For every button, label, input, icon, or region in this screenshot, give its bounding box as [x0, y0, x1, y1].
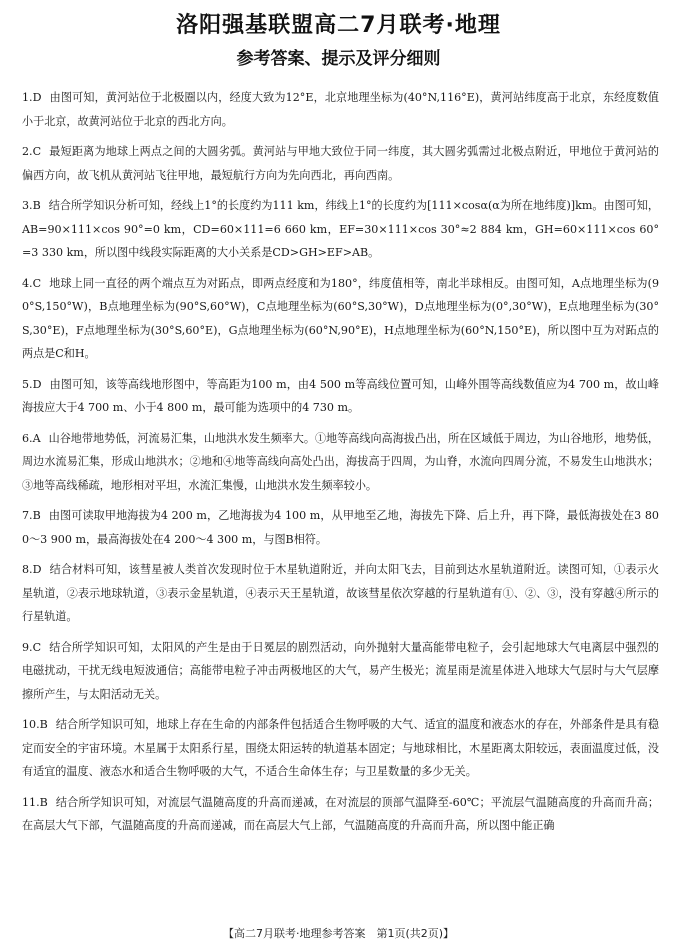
- answer-number: 1.D: [22, 91, 42, 104]
- page-title: 洛阳强基联盟高二7月联考·地理: [176, 13, 501, 38]
- answer-item-2: [22, 140, 659, 187]
- answer-explanation: 结合所学知识分析可知，经线上1°的长度约为111 km，纬线上1°的长度约为[111×cosα(α为所在地纬度)]km。由图可知，AB=90×111×cos 90°=0 km，CD=60×111=6 660 km，EF=30×111×cos 30°≈2 884 km，GH=60×111×cos 60°=3 330 km，所以图中线段实际距离的大小关系是CD>GH>EF>AB。: [22, 199, 659, 259]
- answer-explanation: 结合所学知识可知，太阳风的产生是由于日冕层的剧烈活动，向外抛射大量高能带电粒子，会引起地球大气电离层中强烈的电磁扰动，干扰无线电短波通信；高能带电粒子冲击两极地区的大气，易产生极光；流星雨是流星体进入地球大气层时与大气层摩擦所产生，与太阳活动无关。: [22, 640, 659, 701]
- answer-number: 6.A: [22, 431, 41, 445]
- answer-item-4: [22, 272, 659, 366]
- answer-explanation: 由图可知，该等高线地形图中，等高距为100 m，由4 500 m等高线位置可知，山峰外围等高线数值应为4 700 m，故山峰海拔应大于4 700 m、小于4 800 m，最可能为选项中的4 730 m。: [22, 377, 659, 414]
- answer-explanation: 地球上同一直径的两个端点互为对跖点，即两点经度和为180°，纬度值相等，南北半球相反。由图可知，A点地理坐标为(90°S,150°W)，B点地理坐标为(90°S,60°W)，C点地理坐标为(60°S,30°W)，D点地理坐标为(0°,30°W)，E点地理坐标为(30°S,30°E)，F点地理坐标为(30°S,60°E)，G点地理坐标为(60°N,90°E)，H点地理坐标为(60°N,150°E)，所以图中互为对跖点的两点是C和H。: [22, 276, 659, 360]
- answer-number: 10.B: [22, 718, 48, 731]
- page-footer: 【高二7月联考·地理参考答案 第1页(共2页)】: [222, 927, 455, 940]
- answer-item-8: [22, 558, 659, 629]
- answer-item-10: [22, 713, 659, 784]
- answer-number: 5.D: [22, 377, 42, 391]
- answer-item-1: [22, 86, 659, 133]
- answer-number: 3.B: [22, 199, 41, 212]
- answer-number: 2.C: [22, 145, 42, 158]
- answer-list: [22, 86, 659, 845]
- answer-item-7: [22, 504, 659, 551]
- answer-explanation: 最短距离为地球上两点之间的大圆劣弧。黄河站与甲地大致位于同一纬度，其大圆劣弧需过北极点附近，甲地位于黄河站的偏西方向，故飞机从黄河站飞往甲地，最短航行方向为先向西北，再向西南。: [22, 145, 659, 182]
- answer-item-5: [22, 373, 659, 420]
- answer-item-3: [22, 194, 659, 265]
- answer-number: 7.B: [22, 509, 41, 522]
- answer-number: 8.D: [22, 563, 42, 576]
- answer-explanation: 山谷地带地势低，河流易汇集，山地洪水发生频率大。①地等高线向高海拔凸出，所在区域低于周边，为山谷地形，地势低，周边水流易汇集，形成山地洪水；②地和④地等高线向高处凸出，海拔高于四周，为山脊，水流向四周分流，不易发生山地洪水；③地等高线稀疏，地形相对平坦，水流汇集慢，山地洪水发生频率较小。: [22, 431, 659, 492]
- answer-item-9: [22, 636, 659, 707]
- answer-explanation: 结合材料可知，该彗星被人类首次发现时位于木星轨道附近，并向太阳飞去，目前到达水星轨道附近。读图可知，①表示火星轨道，②表示地球轨道，③表示金星轨道，④表示天王星轨道，故该彗星依次穿越的行星轨道有①、②、③，没有穿越④所示的行星轨道。: [22, 563, 659, 623]
- page-subtitle: 参考答案、提示及评分细则: [236, 49, 441, 69]
- answer-item-6: [22, 427, 659, 498]
- answer-explanation: 由图可知，黄河站位于北极圈以内，经度大致为12°E，北京地理坐标为(40°N,116°E)，黄河站纬度高于北京，东经度数值小于北京，故黄河站位于北京的西北方向。: [22, 91, 659, 128]
- answer-number: 4.C: [22, 276, 42, 290]
- answer-number: 11.B: [22, 795, 48, 809]
- answer-explanation: 结合所学知识可知，地球上存在生命的内部条件包括适合生物呼吸的大气、适宜的温度和液态水的存在，外部条件是具有稳定而安全的宇宙环境。木星属于太阳系行星，围绕太阳运转的轨道基本固定；与地球相比，木星距离太阳较远，表面温度过低，没有适宜的温度、液态水和适合生物呼吸的大气，不适合生命体生存；与卫星数量的多少无关。: [22, 718, 659, 778]
- answer-explanation: 由图可读取甲地海拔为4 200 m，乙地海拔为4 100 m，从甲地至乙地，海拔先下降、后上升，再下降，最低海拔处在3 800～3 900 m，最高海拔处在4 200～4 300 m，与图B相符。: [22, 509, 659, 546]
- answer-explanation: 结合所学知识可知，对流层气温随高度的升高而递减，在对流层的顶部气温降至-60℃；平流层气温随高度的升高而升高；在高层大气下部，气温随高度的升高而递减，而在高层大气上部，气温随高度的升高而升高，所以图中能正确: [22, 795, 659, 832]
- answer-item-11: [22, 791, 659, 838]
- answer-number: 9.C: [22, 640, 42, 654]
